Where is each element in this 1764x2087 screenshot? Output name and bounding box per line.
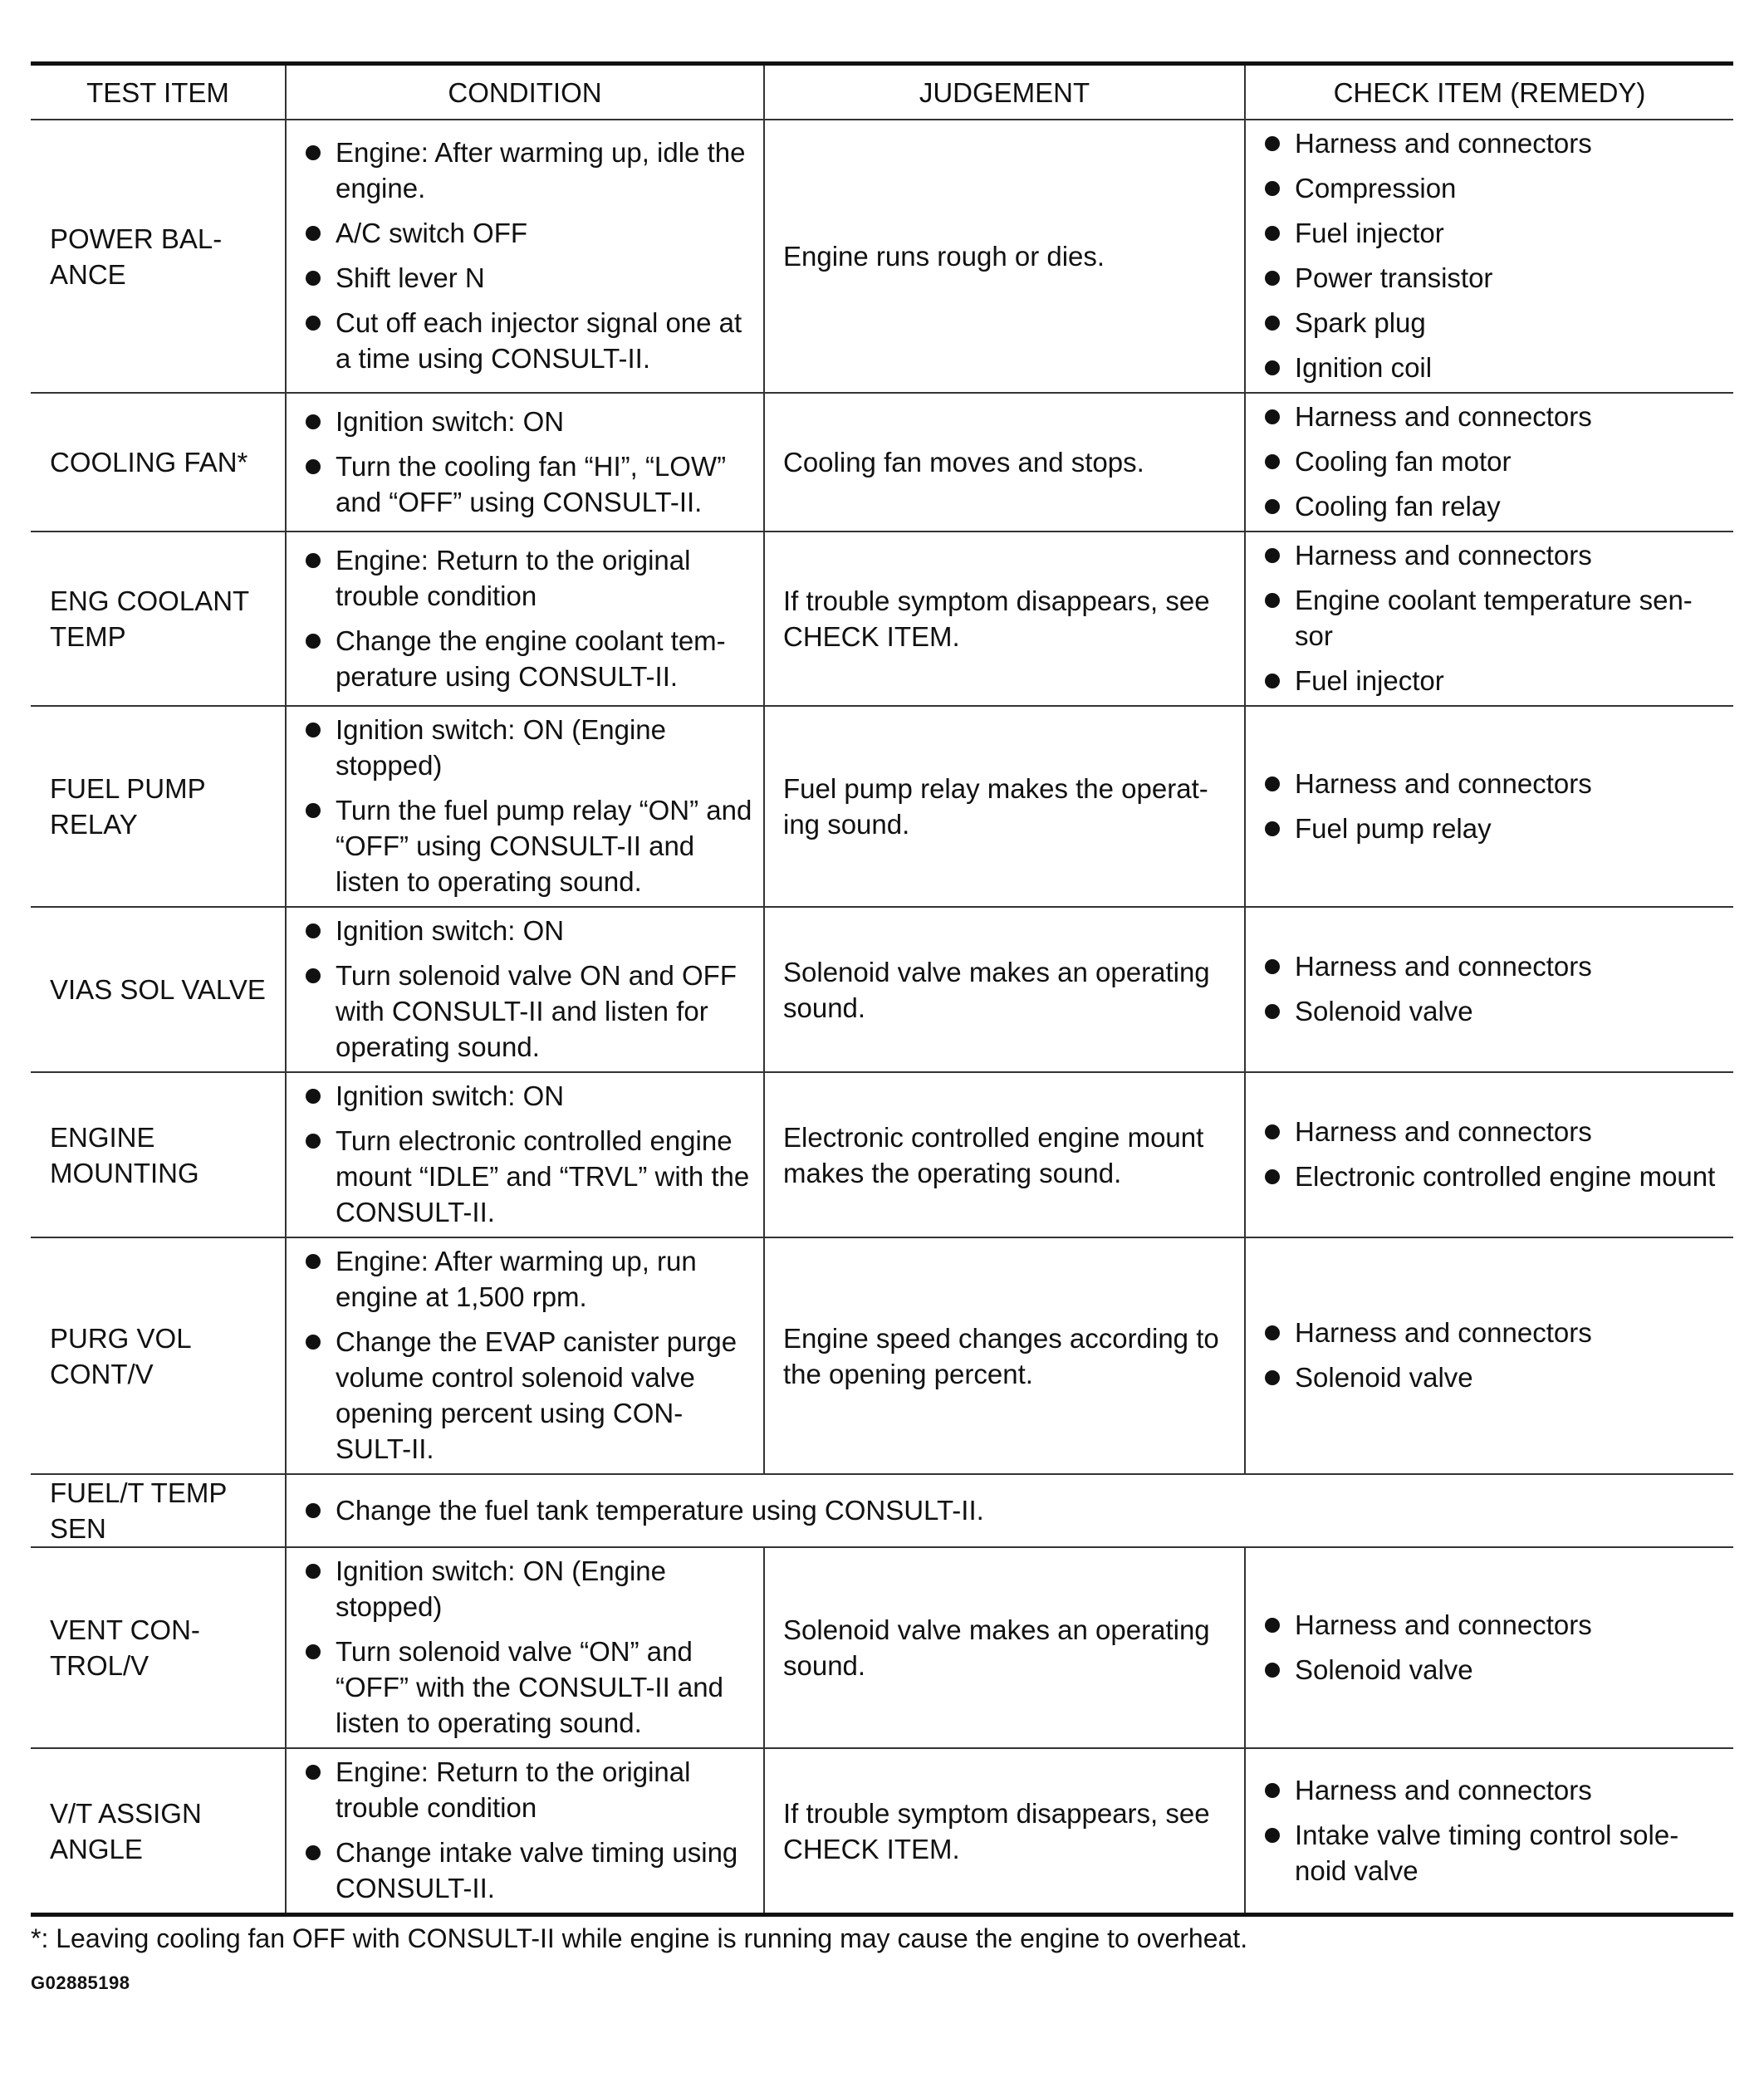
condition-list [305,1078,753,1230]
condition-list-item [305,542,753,614]
condition-list-item [305,215,753,251]
condition-cell [286,1072,764,1237]
condition-list-item [305,1492,1723,1528]
judgement-cell [764,532,1245,706]
condition-text: Engine: After warming up, idle the engine. [336,137,746,203]
judgement-text: Engine runs rough or dies. [783,241,1105,272]
check-list-item [1264,443,1723,479]
judgement-cell [764,120,1245,393]
judgement-cell [764,393,1245,532]
check-item-cell [1245,706,1733,907]
check-list [1264,1114,1723,1194]
table-row [31,1748,1733,1915]
judgement-text: Solenoid valve makes an operating sound. [783,1614,1210,1681]
condition-list-item [305,1634,753,1741]
bullet-icon [1265,777,1280,791]
condition-list-item [305,448,753,520]
bullet-icon [306,923,321,938]
bullet-icon [306,226,321,241]
check-list-item [1264,1359,1723,1395]
condition-cell [286,1237,764,1474]
check-list-item [1264,1315,1723,1350]
condition-cell [286,706,764,907]
condition-list [305,712,753,899]
table-row [31,1072,1733,1237]
condition-list-item [305,1243,753,1315]
check-text: Solenoid valve [1295,1653,1473,1685]
bullet-icon [306,1134,321,1149]
bullet-icon [1265,360,1280,375]
condition-cell [286,907,764,1072]
test-item-cell [31,1474,286,1547]
check-list-item [1264,993,1723,1029]
judgement-text: Engine speed changes according to the opening percent. [783,1322,1219,1389]
bullet-icon [1265,1783,1280,1798]
check-list-item [1264,125,1723,161]
bullet-icon [1265,959,1280,974]
test-item-label: ENGINE MOUNTING [50,1121,199,1188]
condition-text: Cut off each injector signal one at a time using CONSULT-II. [336,307,742,374]
bullet-icon [306,1089,321,1104]
check-list-item [1264,1772,1723,1808]
condition-list-item [305,1553,753,1624]
check-list-item [1264,170,1723,206]
test-item-label: POWER BAL- ANCE [50,223,223,290]
check-list [1264,1315,1723,1395]
condition-text: Turn the fuel pump relay “ON” and “OFF” using CONSULT-II and listen to operating sound. [336,795,752,897]
check-list-item [1264,1159,1723,1194]
test-item-cell [31,907,286,1072]
check-item-cell [1245,1072,1733,1237]
check-list [1264,948,1723,1029]
check-text: Harness and connectors [1295,1317,1592,1348]
condition-text: Change the EVAP canister purge volume control solenoid valve opening percent using CON- SULT-II. [336,1326,737,1464]
check-list [1264,125,1723,385]
judgement-text: If trouble symptom disappears, see CHECK ITEM. [783,1797,1210,1864]
header-judgement: JUDGEMENT [764,64,1245,120]
check-text: Harness and connectors [1295,1116,1592,1147]
condition-text: Change the fuel tank temperature using CONSULT-II. [336,1494,984,1526]
check-list-item [1264,350,1723,385]
judgement-text: Solenoid valve makes an operating sound. [783,956,1210,1023]
footnote: *: Leaving cooling fan OFF with CONSULT-II while engine is running may cause the engine to overheat. [31,1923,1248,1953]
condition-text: Ignition switch: ON (Engine stopped) [336,1555,667,1622]
bullet-icon [306,803,321,818]
bullet-icon [306,1335,321,1350]
condition-text: Ignition switch: ON [336,1080,565,1111]
check-text: Harness and connectors [1295,128,1592,159]
test-item-cell [31,120,286,393]
bullet-icon [1265,409,1280,424]
check-item-cell [1245,393,1733,532]
bullet-icon [306,1564,321,1579]
header-row [31,64,1733,120]
condition-list-item [305,623,753,694]
condition-list-item [305,404,753,439]
bullet-icon [1265,454,1280,469]
table-row [31,393,1733,532]
check-list [1264,766,1723,846]
judgement-text: Cooling fan moves and stops. [783,447,1144,478]
bullet-icon [1265,674,1280,688]
bullet-icon [1265,226,1280,241]
check-text: Fuel injector [1295,218,1444,248]
condition-list [305,1492,1723,1528]
condition-text: Shift lever N [336,262,485,293]
check-list-item [1264,1114,1723,1149]
active-test-table [31,61,1733,1917]
bullet-icon [1265,136,1280,151]
check-list-item [1264,305,1723,340]
condition-list-item [305,1123,753,1230]
check-list [1264,537,1723,698]
table-row [31,1547,1733,1748]
bullet-icon [306,1845,321,1860]
condition-text: Ignition switch: ON (Engine stopped) [336,714,667,781]
test-item-cell [31,393,286,532]
check-text: Fuel pump relay [1295,812,1492,844]
judgement-text: Electronic controlled engine mount makes the operating sound. [783,1121,1204,1188]
condition-list [305,135,753,376]
test-item-cell [31,706,286,907]
test-item-label: COOLING FAN* [50,447,248,478]
check-list-item [1264,537,1723,573]
bullet-icon [306,1644,321,1659]
condition-list [305,542,753,694]
header-test-item: TEST ITEM [31,64,286,120]
test-item-label: FUEL PUMP RELAY [50,773,206,840]
check-item-cell [1245,1547,1733,1748]
check-item-cell [1245,532,1733,706]
condition-text: Turn solenoid valve “ON” and “OFF” with the CONSULT-II and listen to operating sound. [336,1636,723,1738]
check-text: Engine coolant temperature sen- sor [1295,585,1693,651]
bullet-icon [1265,821,1280,836]
bullet-icon [306,414,321,429]
test-item-label: V/T ASSIGN ANGLE [50,1797,202,1864]
check-item-cell [1245,1748,1733,1915]
check-text: Solenoid valve [1295,996,1473,1026]
check-list-item [1264,1652,1723,1688]
bullet-icon [306,145,321,160]
condition-list [305,404,753,520]
condition-list-item [305,305,753,376]
test-item-cell [31,1072,286,1237]
header-condition: CONDITION [286,64,764,120]
check-text: Cooling fan motor [1295,446,1512,477]
judgement-text: If trouble symptom disappears, see CHECK ITEM. [783,585,1210,652]
check-list [1264,399,1723,524]
check-text: Compression [1295,173,1457,203]
check-item-cell [1245,1237,1733,1474]
bullet-icon [1265,181,1280,196]
check-text: Ignition coil [1295,352,1433,383]
condition-text: Change intake valve timing using CONSULT-II. [336,1837,738,1903]
bullet-icon [1265,1169,1280,1184]
condition-list [305,1243,753,1467]
judgement-cell [764,1072,1245,1237]
check-text: Harness and connectors [1295,1774,1592,1805]
check-text: Solenoid valve [1295,1362,1473,1393]
condition-text: Change the engine coolant tem- perature using CONSULT-II. [336,625,726,692]
test-item-label: ENG COOLANT TEMP [50,585,250,652]
bullet-icon [306,1765,321,1780]
condition-text: Turn the cooling fan “HI”, “LOW” and “OFF” using CONSULT-II. [336,450,727,517]
check-list-item [1264,488,1723,524]
bullet-icon [1265,1663,1280,1678]
condition-cell [286,1547,764,1748]
check-list-item [1264,1817,1723,1889]
condition-list-item [305,958,753,1065]
bullet-icon [306,271,321,286]
table-row [31,1237,1733,1474]
bullet-icon [306,634,321,649]
bullet-icon [1265,1124,1280,1139]
check-list-item [1264,260,1723,296]
bullet-icon [306,723,321,737]
condition-list-item [305,792,753,899]
bullet-icon [306,1254,321,1269]
check-text: Cooling fan relay [1295,491,1501,522]
condition-text: Engine: Return to the original trouble condition [336,544,691,611]
bullet-icon [1265,499,1280,514]
test-item-cell [31,1547,286,1748]
condition-cell [286,393,764,532]
condition-list [305,1553,753,1741]
check-list-item [1264,399,1723,434]
check-list-item [1264,663,1723,698]
condition-list-item [305,1078,753,1114]
condition-text: Turn solenoid valve ON and OFF with CONSULT-II and listen for operating sound. [336,960,737,1062]
check-text: Intake valve timing control sole- noid valve [1295,1819,1679,1886]
check-list-item [1264,1607,1723,1643]
bullet-icon [1265,1325,1280,1340]
bullet-icon [1265,1828,1280,1843]
check-list [1264,1772,1723,1889]
judgement-cell [764,706,1245,907]
judgement-cell [764,1547,1245,1748]
condition-cell [286,532,764,706]
check-list-item [1264,948,1723,984]
test-item-cell [31,1237,286,1474]
check-text: Harness and connectors [1295,401,1592,432]
condition-list-item [305,1324,753,1467]
check-list-item [1264,215,1723,251]
table-row [31,907,1733,1072]
condition-text: Engine: Return to the original trouble condition [336,1756,691,1823]
check-item-cell [1245,907,1733,1072]
test-item-label: PURG VOL CONT/V [50,1322,192,1389]
check-text: Power transistor [1295,262,1493,293]
condition-list [305,1754,753,1906]
bullet-icon [1265,271,1280,286]
bullet-icon [306,1503,321,1518]
bullet-icon [306,316,321,331]
judgement-cell [764,1748,1245,1915]
condition-list-item [305,913,753,948]
document [31,61,1733,1994]
figure-code: G02885198 [31,1972,130,1993]
judgement-cell [764,1237,1245,1474]
condition-list-item [305,260,753,296]
check-list-item [1264,766,1723,801]
test-item-cell [31,532,286,706]
condition-cell [286,1748,764,1915]
judgement-cell [764,907,1245,1072]
bullet-icon [1265,316,1280,331]
bullet-icon [306,553,321,568]
bullet-icon [306,968,321,983]
condition-list-item [305,1835,753,1906]
judgement-text: Fuel pump relay makes the operat- ing sound. [783,773,1208,840]
check-text: Harness and connectors [1295,1609,1592,1640]
table-row [31,120,1733,393]
condition-text: Turn electronic controlled engine mount “IDLE” and “TRVL” with the CONSULT-II. [336,1125,750,1227]
bullet-icon [1265,1004,1280,1019]
table-row [31,532,1733,706]
condition-list [305,913,753,1065]
bullet-icon [1265,1618,1280,1633]
table-row [31,706,1733,907]
check-item-cell [1245,120,1733,393]
test-item-cell [31,1748,286,1915]
condition-list-item [305,712,753,783]
bullet-icon [306,459,321,474]
test-item-label: VIAS SOL VALVE [50,974,266,1005]
check-text: Harness and connectors [1295,951,1592,982]
bullet-icon [1265,593,1280,608]
header-check-item: CHECK ITEM (REMEDY) [1245,64,1733,120]
condition-text: A/C switch OFF [336,218,528,248]
condition-cell [286,1474,1733,1547]
check-text: Harness and connectors [1295,540,1592,571]
check-text: Fuel injector [1295,665,1444,696]
check-text: Spark plug [1295,307,1426,338]
bullet-icon [1265,1370,1280,1385]
check-list-item [1264,582,1723,654]
check-list-item [1264,811,1723,846]
test-item-label: VENT CON- TROL/V [50,1614,200,1681]
condition-list-item [305,1754,753,1825]
table-row [31,1474,1733,1547]
condition-text: Ignition switch: ON [336,915,565,946]
check-text: Harness and connectors [1295,767,1592,799]
condition-text: Ignition switch: ON [336,405,565,437]
check-list [1264,1607,1723,1688]
condition-cell [286,120,764,393]
check-text: Electronic controlled engine mount [1295,1161,1716,1192]
test-item-label: FUEL/T TEMP SEN [50,1477,228,1544]
condition-list-item [305,135,753,206]
bullet-icon [1265,548,1280,563]
condition-text: Engine: After warming up, run engine at 1,500 rpm. [336,1246,697,1312]
